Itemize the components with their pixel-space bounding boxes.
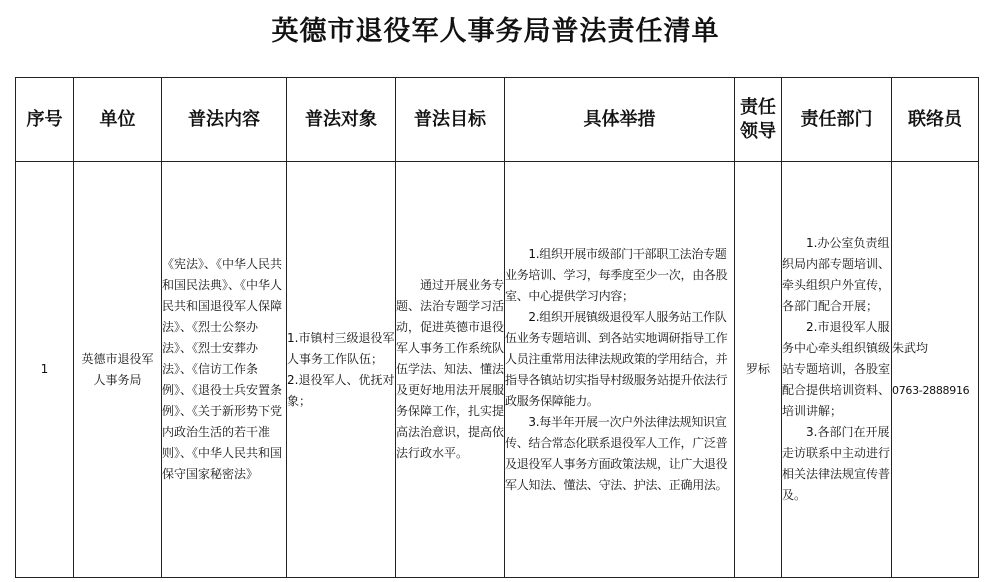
header-unit: 单位 bbox=[74, 78, 162, 162]
cell-leader: 罗标 bbox=[735, 162, 782, 578]
header-department: 责任部门 bbox=[782, 78, 892, 162]
cell-contact bbox=[892, 162, 979, 578]
cell-goal: 通过开展业务专题、法治专题学习活动，促进英德市退役军人事务工作系统队伍学法、知法、懂法及更好地用法开展服务保障工作，扎实提高法治意识，提高依法行政水平。 bbox=[396, 162, 505, 578]
cell-department: 1.办公室负责组织局内部专题培训、牵头组织户外宣传，各部门配合开展； 2.市退役军人服务中心牵头组织镇级站专题培训，各股室配合提供培训资料、培训讲解； 3.各部门在开展走访联系中主动进行相关法律法规宣传普及。 bbox=[782, 162, 892, 578]
header-content: 普法内容 bbox=[162, 78, 287, 162]
cell-content: 《宪法》、《中华人民共和国民法典》、《中华人民共和国退役军人保障法》、《烈士公祭办法》、《烈士安葬办法》、《信访工作条例》、《退役士兵安置条例》、《关于新形势下党内政治生活的若干准则》、《中华人民共和国保守国家秘密法》 bbox=[162, 162, 287, 578]
header-leader: 责任领导 bbox=[735, 78, 782, 162]
cell-target: 1.市镇村三级退役军人事务工作队伍； 2.退役军人、优抚对象； bbox=[287, 162, 396, 578]
header-contact: 联络员 bbox=[892, 78, 979, 162]
responsibility-table bbox=[15, 77, 979, 578]
header-goal: 普法目标 bbox=[396, 78, 505, 162]
contact-name: 朱武均 bbox=[892, 341, 929, 355]
contact-phone: 0763-2888916 bbox=[892, 384, 970, 397]
header-target: 普法对象 bbox=[287, 78, 396, 162]
cell-seq: 1 bbox=[16, 162, 74, 578]
table-header-row bbox=[16, 78, 979, 162]
cell-unit: 英德市退役军人事务局 bbox=[74, 162, 162, 578]
cell-measures: 1.组织开展市级部门干部职工法治专题业务培训、学习，每季度至少一次，由各股室、中心提供学习内容； 2.组织开展镇级退役军人服务站工作队伍业务专题培训、到各站实地调研指导工作人员注重常用法律法规政策的学用结合，并指导各镇站切实指导村级服务站提升依法行政服务保障能力。 3.每半年开展一次户外法律法规知识宣传、结合常态化联系退役军人工作，广泛普及退役军人事务方面政策法规，让广大退役军人知法、懂法、守法、护法、正确用法。 bbox=[505, 162, 735, 578]
header-seq: 序号 bbox=[16, 78, 74, 162]
table-row bbox=[16, 162, 979, 578]
header-measures: 具体举措 bbox=[505, 78, 735, 162]
page-title: 英德市退役军人事务局普法责任清单 bbox=[271, 16, 720, 47]
